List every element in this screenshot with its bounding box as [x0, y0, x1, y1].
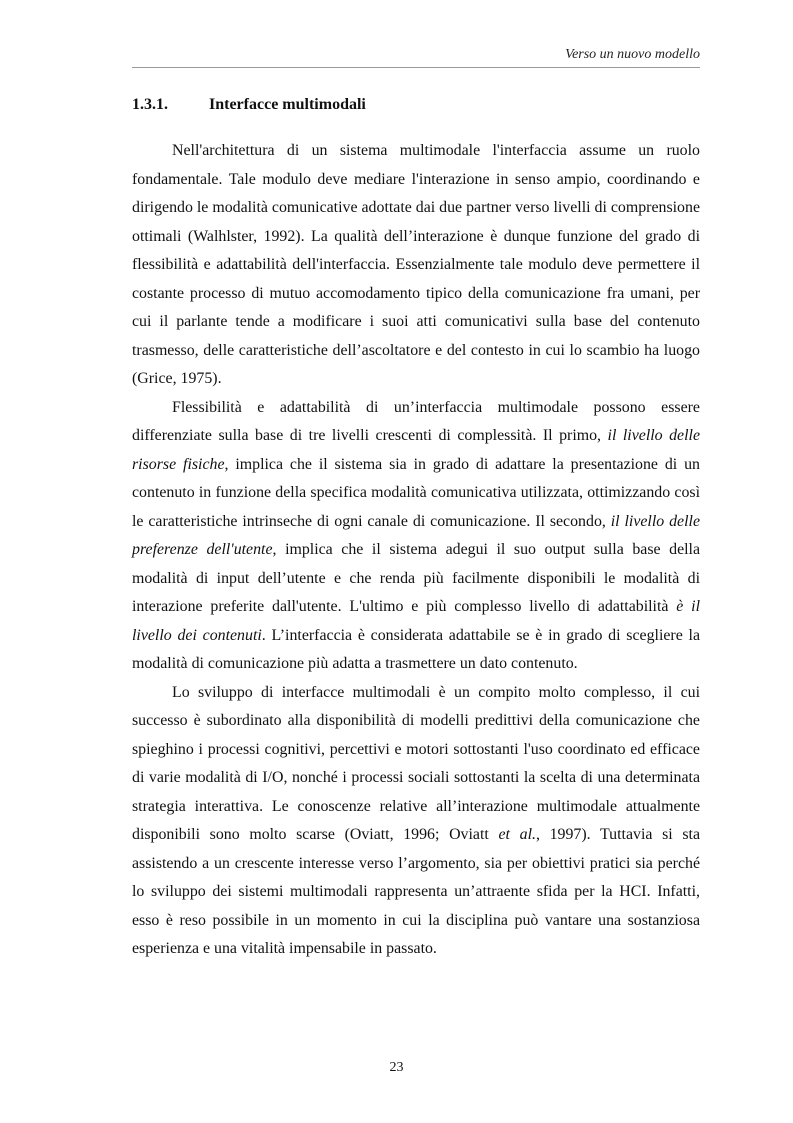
paragraph — [132, 394, 700, 679]
italic-text-segment: è il livello dei contenuti — [132, 598, 700, 644]
text-segment: , implica che il sistema sia in grado di adattare la presentazione di un contenuto in funzione della specifica modalità comunicativa utilizzata, ottimizzando così le caratteristiche intrinseche di ogni canale di comunicazione. Il secondo, — [132, 455, 700, 530]
running-header: Verso un nuovo modello — [565, 47, 700, 62]
text-segment: , implica che il sistema adegui il suo output sulla base della modalità di input dell’utente e che renda più facilmente disponibili le modalità di interazione preferite dall'utente. L'ultimo e più complesso livello di adattabilità — [132, 541, 701, 615]
paragraph — [132, 137, 700, 394]
italic-text-segment: il livello delle preferenze dell'utente — [132, 512, 700, 558]
text-segment: . L’interfaccia è considerata adattabile se è in grado di scegliere la modalità di comunicazione più adatta a trasmettere un dato contenuto. — [132, 626, 700, 672]
section-number: 1.3.1. — [132, 96, 168, 113]
section-title: Interfacce multimodali — [209, 96, 366, 113]
text-segment: Nell'architettura di un sistema multimodale l'interfaccia assume un ruolo fondamentale. Tale modulo deve mediare l'interazione in senso ampio, coordinando e dirigendo le modalità comunicative adottate dai due partner verso livelli di comprensione ottimali (Walhlster, 1992). La qualità dell’interazione è dunque funzione del grado di flessibilità e adattabilità dell'interfaccia. Essenzialmente tale modulo deve permettere il costante processo di mutuo accomodamento tipico della comunicazione fra umani, per cui il parlante tende a modificare i suoi atti comunicativi sulla base del contenuto trasmesso, delle caratteristiche dell’ascoltatore e del contesto in cui lo scambio ha luogo (Grice, 1975). — [132, 142, 700, 387]
italic-text-segment: il livello delle risorse fisiche — [132, 427, 700, 473]
paragraph — [132, 679, 700, 964]
text-segment: , 1997). Tuttavia si sta assistendo a un crescente interesse verso l’argomento, sia per obiettivi pratici sia perché lo sviluppo dei sistemi multimodali rappresenta un’attraente sfida per la HCI. Infatti, esso è reso possibile in un momento in cui la disciplina può vantare una sostanziosa esperienza e una vitalità impensabile in passato. — [132, 826, 700, 957]
body-text — [132, 137, 700, 964]
page-number: 23 — [389, 1060, 404, 1075]
header-rule — [132, 67, 700, 68]
section-heading — [132, 96, 366, 114]
text-segment: Flessibilità e adattabilità di un’interfaccia multimodale possono essere differenziate sulla base di tre livelli crescenti di complessità. Il primo, — [132, 398, 700, 444]
italic-text-segment: et al. — [498, 826, 536, 843]
text-segment: Lo sviluppo di interfacce multimodali è un compito molto complesso, il cui successo è subordinato alla disponibilità di modelli predittivi della comunicazione che spieghino i processi cognitivi, percettivi e motori sottostanti l'uso coordinato ed efficace di varie modalità di I/O, nonché i processi sociali sottostanti la scelta di una determinata strategia interattiva. Le conoscenze relative all’interazione multimodale attualmente disponibili sono molto scarse (Oviatt, 1996; Oviatt — [132, 683, 700, 843]
